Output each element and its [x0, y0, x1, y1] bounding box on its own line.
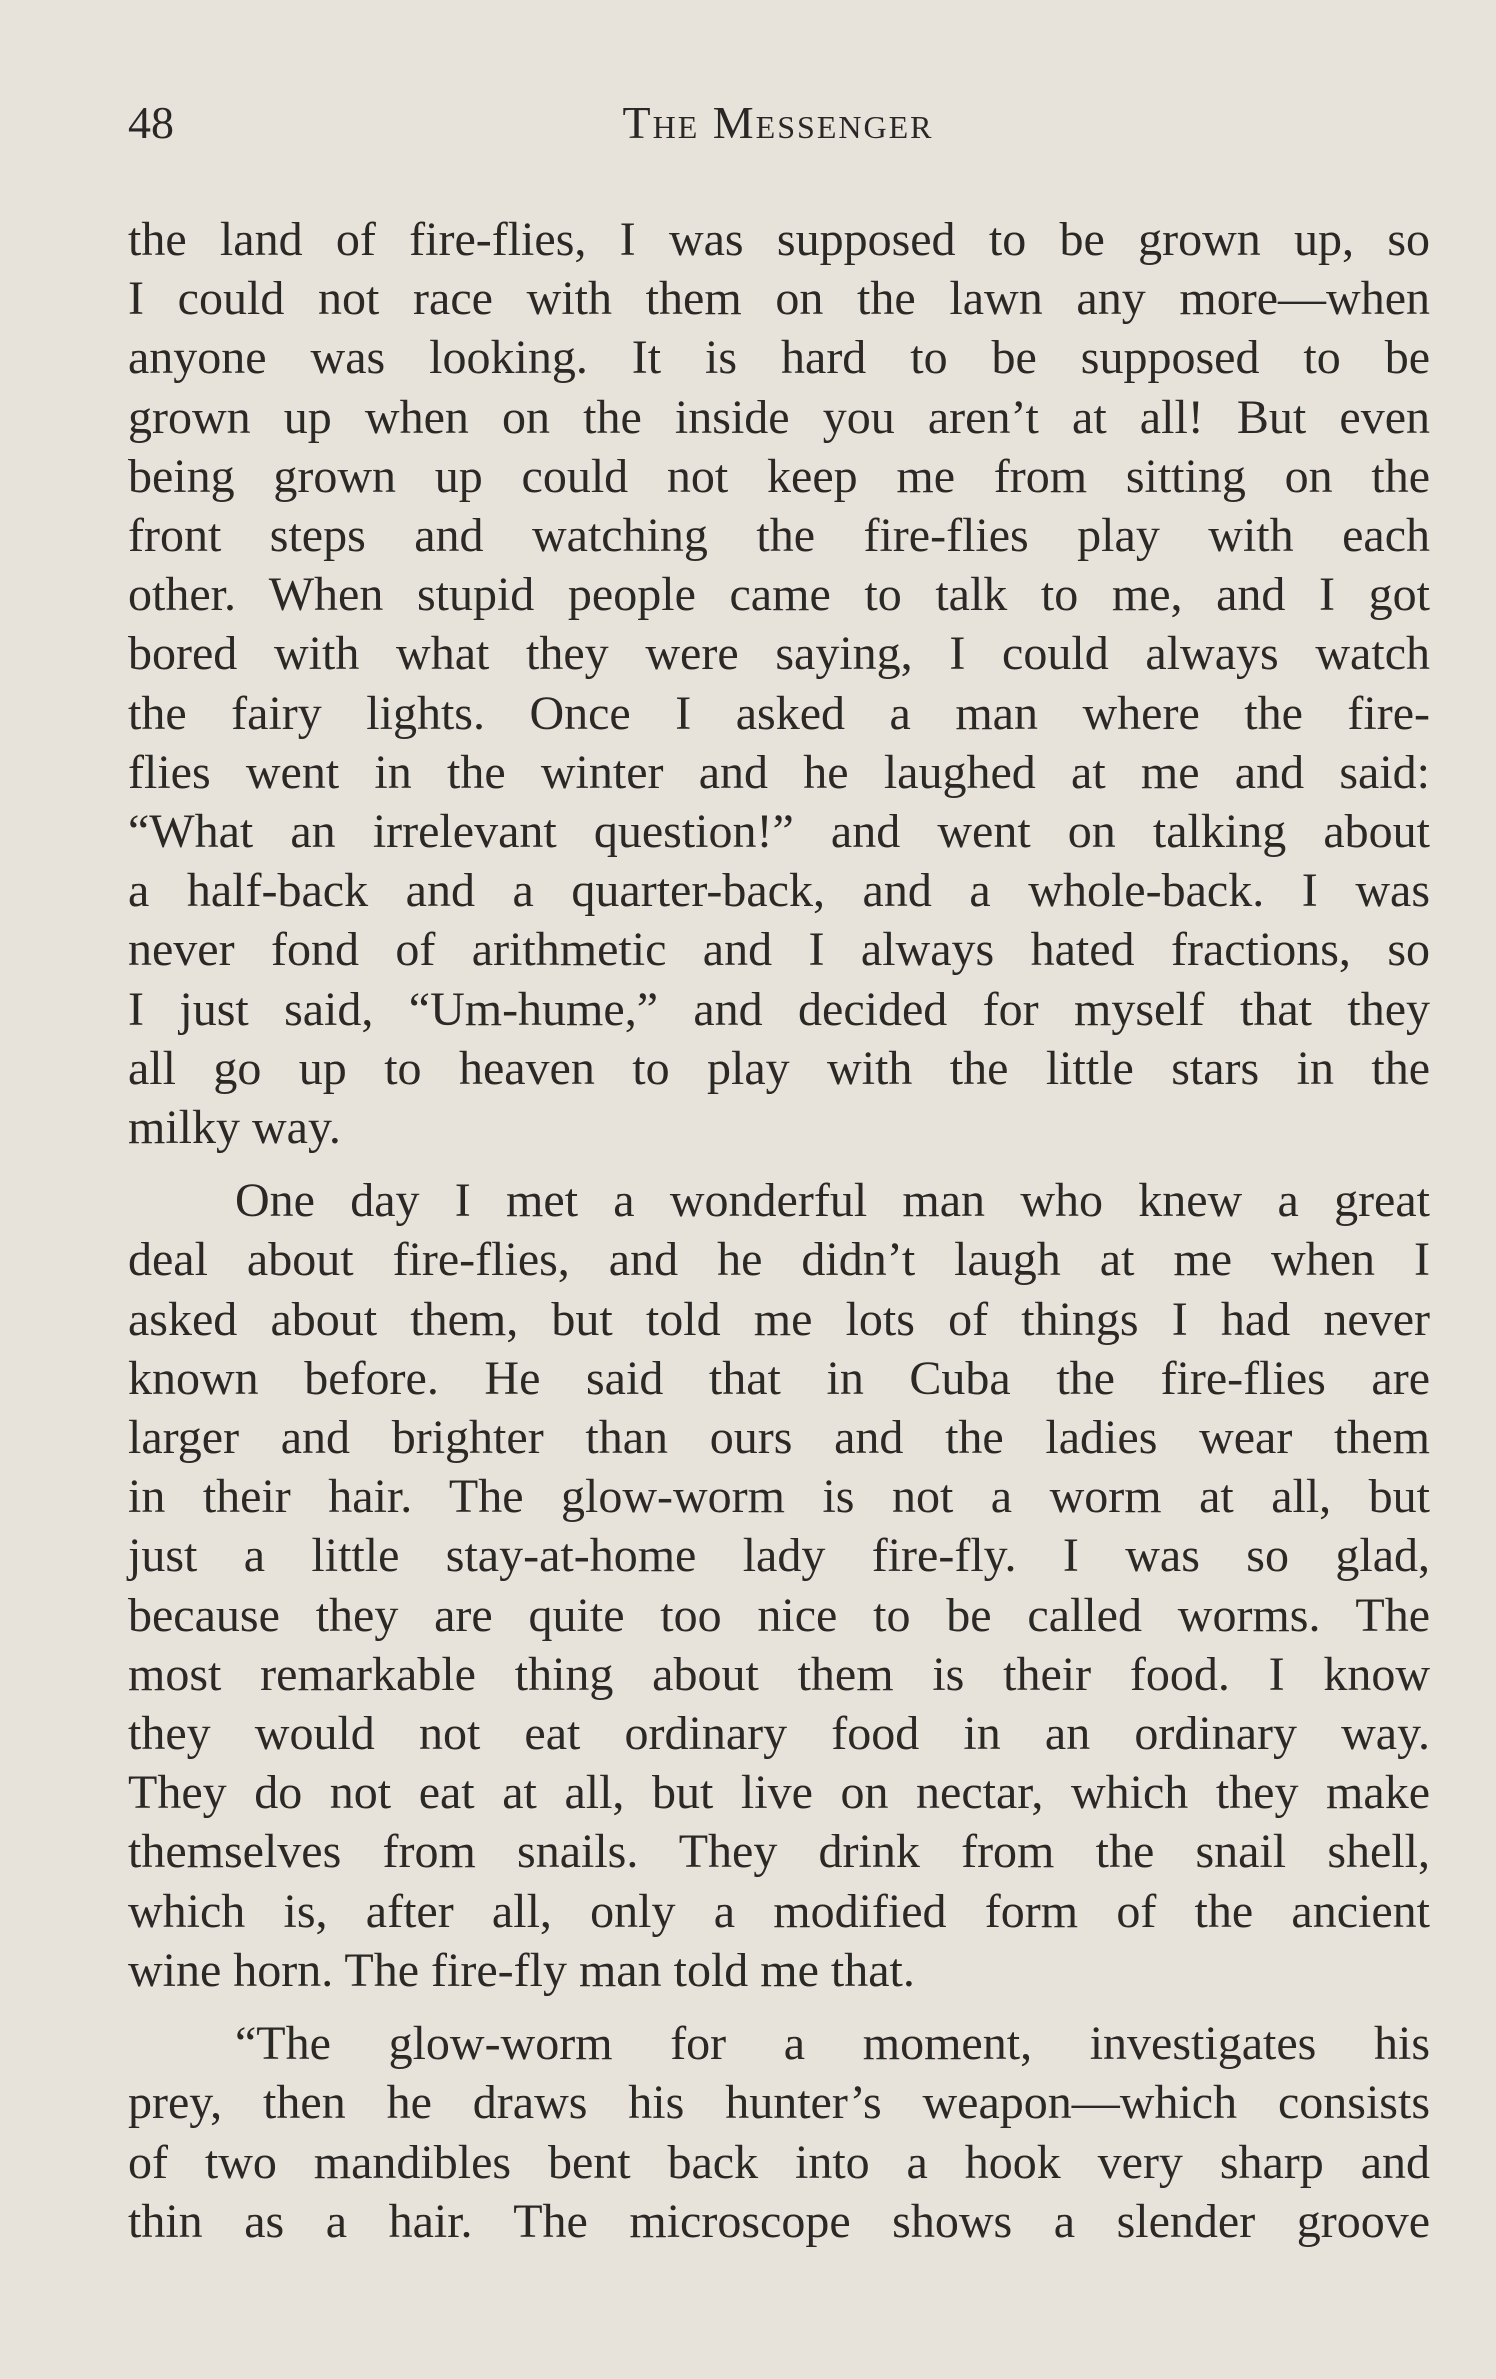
text-line: They do not eat at all, but live on nectar, which they make: [128, 1766, 1430, 1820]
text-line: other. When stupid people came to talk to me, and I got: [128, 568, 1430, 622]
text-line: they would not eat ordinary food in an ordinary way.: [128, 1707, 1430, 1761]
text-line: anyone was looking. It is hard to be supposed to be: [128, 331, 1430, 385]
text-line: the land of fire-flies, I was supposed to be grown up, so: [128, 213, 1430, 266]
text-line: flies went in the winter and he laughed at me and said:: [128, 745, 1430, 799]
text-line: thin as a hair. The microscope shows a slender groove: [128, 2194, 1430, 2248]
paragraph-3: [128, 2014, 1430, 2251]
text-line: I could not race with them on the lawn any more—when: [128, 272, 1430, 326]
text-line: deal about fire-flies, and he didn’t laugh at me when I: [128, 1233, 1430, 1287]
page-number: 48: [128, 97, 174, 148]
text-line: just a little stay-at-home lady fire-fly. I was so glad,: [128, 1529, 1430, 1583]
paragraph-2: [128, 1171, 1430, 2000]
text-line: all go up to heaven to play with the little stars in the: [128, 1041, 1430, 1095]
running-head: [128, 88, 1428, 158]
text-line: front steps and watching the fire-flies play with each: [128, 509, 1430, 563]
text-line: of two mandibles bent back into a hook very sharp and: [128, 2135, 1430, 2189]
text-line: prey, then he draws his hunter’s weapon—which consists: [128, 2076, 1430, 2130]
text-line: wine horn. The fire-fly man told me that.: [128, 1943, 915, 1997]
text-line: asked about them, but told me lots of things I had never: [128, 1292, 1430, 1346]
text-line: because they are quite too nice to be called worms. The: [128, 1588, 1430, 1642]
text-line: themselves from snails. They drink from the snail shell,: [128, 1825, 1430, 1879]
text-line: “The glow-worm for a moment, investigates his: [235, 2017, 1430, 2071]
text-line: which is, after all, only a modified form of the ancient: [128, 1884, 1430, 1938]
text-line: I just said, “Um-hume,” and decided for myself that they: [128, 982, 1430, 1036]
text-line: known before. He said that in Cuba the fire-flies are: [128, 1351, 1430, 1405]
text-line: One day I met a wonderful man who knew a great: [235, 1174, 1430, 1228]
text-line: the fairy lights. Once I asked a man where the fire-: [128, 686, 1430, 740]
text-line: larger and brighter than ours and the ladies wear them: [128, 1411, 1430, 1465]
text-line: grown up when on the inside you aren’t at all! But even: [128, 390, 1430, 444]
journal-title: The Messenger: [622, 97, 934, 148]
text-line: “What an irrelevant question!” and went on talking about: [128, 805, 1430, 859]
text-line: a half-back and a quarter-back, and a whole-back. I was: [128, 864, 1430, 918]
text-line: milky way.: [128, 1101, 341, 1155]
paragraph-1: [128, 210, 1430, 1157]
body-text: [128, 210, 1430, 2251]
text-line: most remarkable thing about them is their food. I know: [128, 1647, 1430, 1701]
text-line: never fond of arithmetic and I always hated fractions, so: [128, 923, 1430, 977]
text-line: in their hair. The glow-worm is not a worm at all, but: [128, 1470, 1430, 1524]
text-line: bored with what they were saying, I could always watch: [128, 627, 1430, 681]
text-line: being grown up could not keep me from sitting on the: [128, 449, 1430, 503]
